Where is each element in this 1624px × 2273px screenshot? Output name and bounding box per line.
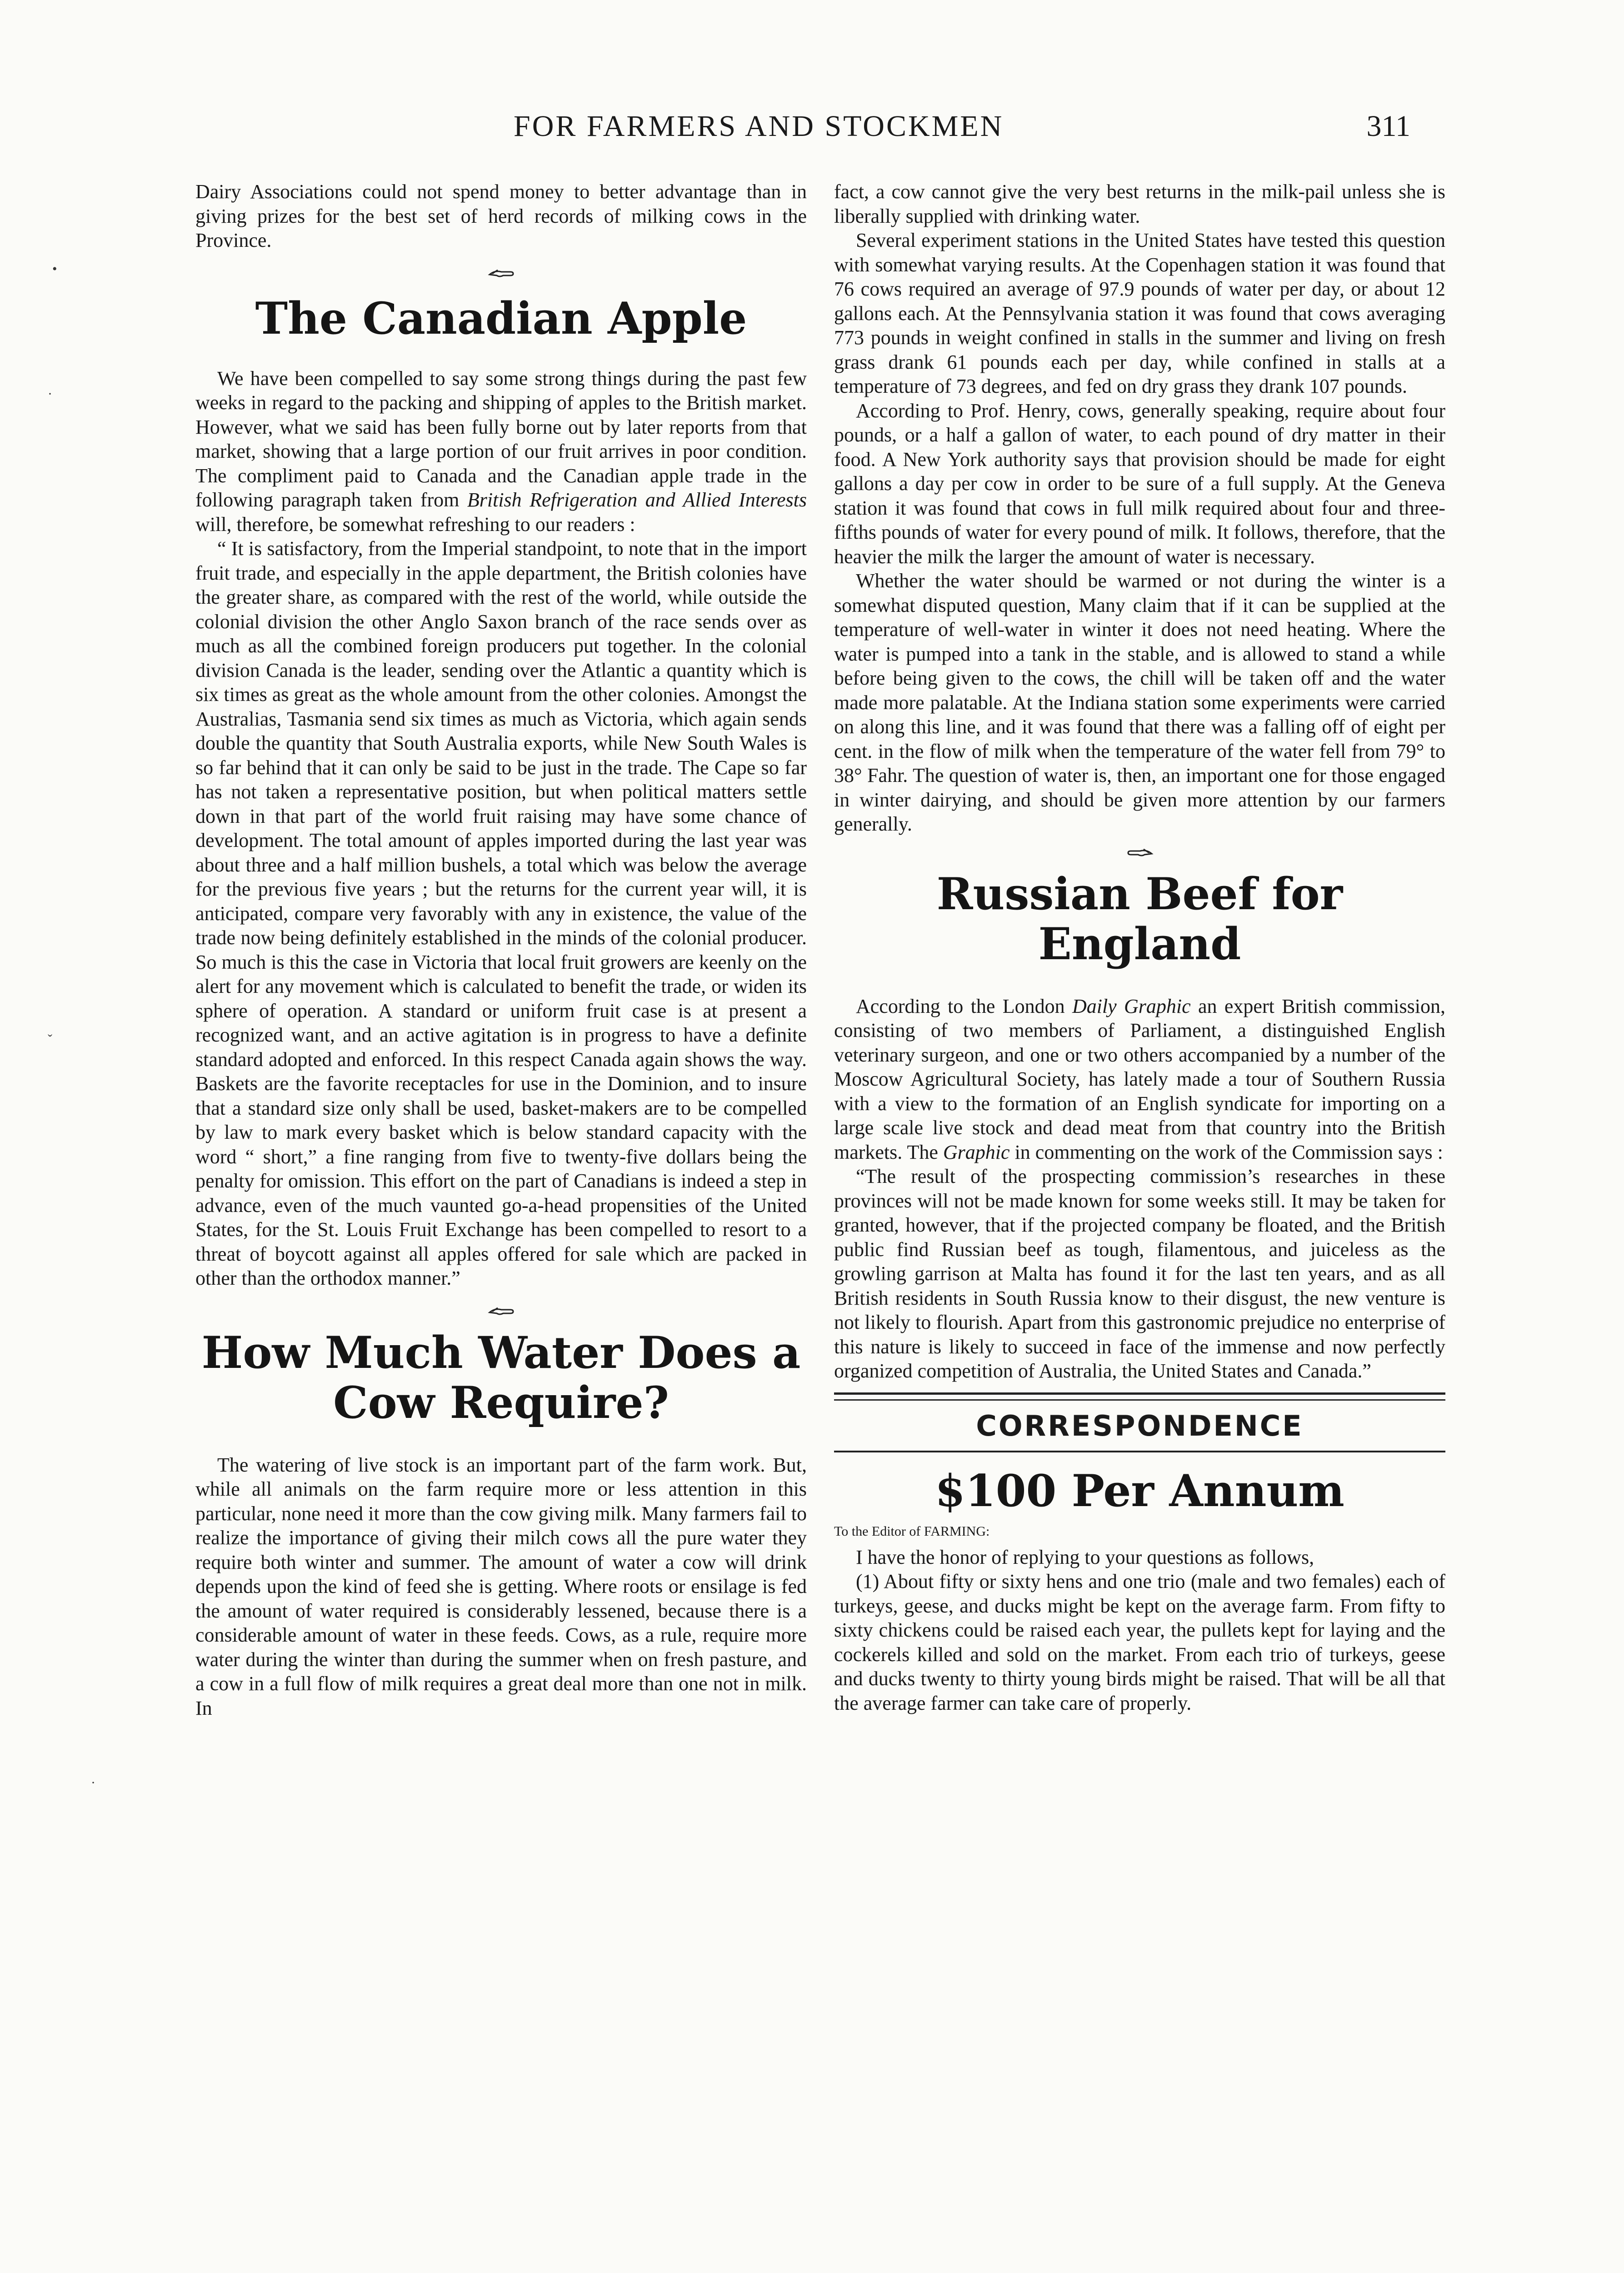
water-paragraph-2: Several experiment stations in the United States have tested this question with somewhat varying results. At the Copenhagen station it was found that 76 cows required an average of 97.9 pounds of water per day, or about 12 gallons each. At the Pennsylvania station it was found that cows averaging 773 pounds in weight confined in stalls in the summer and living on fresh grass drank 61 pounds each per day, while confined in stalls at a temperature of 73 degrees, and fed on dry grass they drank 107 pounds. (834, 229, 1445, 397)
beef-intro-text-c: in commenting on the work of the Commission says : (1014, 1141, 1443, 1163)
water-paragraph-1: The watering of live stock is an important part of the farm work. But, while all animals on the farm require more or less attention in this particular, none need it more than the cow giving milk. Many farmers fail to realize the importance of giving their milch cows all the pure water they require both winter and summer. The amount of water a cow will drink depends upon the kind of feed she is getting. Where roots or ensilage is fed the amount of water required is considerably lessened, because there is a considerable amount of water in these feeds. Cows, as a rule, require more water during the winter than during the summer when on fresh pasture, and a cow in a full flow of milk requires a great deal more than one not in milk. In (195, 1453, 807, 1719)
section-divider (834, 1451, 1445, 1452)
headline-canadian-apple: The Canadian Apple (255, 292, 747, 344)
apple-source-publication: British Refrigeration and Allied Interests (467, 489, 807, 511)
beef-source-publication: Daily Graphic (1072, 995, 1191, 1017)
margin-speck: • (52, 261, 57, 276)
beef-source-publication-short: Graphic (943, 1141, 1010, 1163)
headline-russian-beef: Russian Beef for England (936, 868, 1343, 970)
beef-intro-paragraph (834, 994, 1445, 1165)
water-continuation: fact, a cow cannot give the very best returns in the milk-pail unless she is liberally supplied with drinking water. (834, 180, 1445, 227)
beef-quote-paragraph: “The result of the prospecting commission’s researches in these provinces will not be made known for some weeks still. It may be taken for granted, however, that if the projected company be floated, and the British public find Russian beef as tough, filamentous, and juiceless as the growling garrison at Malta has found it for the last ten years, and as all British residents in South Russia know to their disgust, the new venture is not likely to flourish. Apart from this gastronomic prejudice no enterprise of this nature is likely to succeed in face of the immense and now perfectly organized competition of Australia, the United States and Canada.” (834, 1165, 1445, 1382)
margin-speck: · (91, 1775, 95, 1790)
apple-intro-paragraph (195, 366, 807, 537)
margin-speck: ˇ (48, 1032, 52, 1047)
hand-ornament-icon (488, 1304, 515, 1318)
headline-water-cow: How Much Water Does a Cow Require? (201, 1327, 801, 1428)
water-paragraph-4: Whether the water should be warmed or not during the winter is a somewhat disputed question, Many claim that if it can be supplied at the temperature of well-water in winter it does not need heating. Where the water is pumped into a tank in the stable, and is allowed to stand a while before being given to the cows, the chill will be taken off and the water made more palatable. At the Indiana station some experiments were carried on along this line, and it was found that there was a falling off of eight per cent. in the flow of milk when the temperature of the water fell from 79° to 38° Fahr. The question of water is, then, an important one for those engaged in winter dairying, and should be given more attention by our farmers generally. (834, 570, 1445, 835)
running-head (0, 109, 1624, 150)
hand-ornament-icon (1126, 846, 1154, 859)
left-column (195, 180, 807, 1720)
water-paragraph-3: According to Prof. Henry, cows, generally speaking, require about four pounds, or a half a gallon of water, to each pound of dry matter in their food. A New York authority says that provision should be made for eight gallons a day per cow in order to be sure of a full supply. At the Geneva station it was found that cows in full milk required about four and three-fifths pounds of water for every pound of milk. It follows, therefore, that the heavier the milk the larger the amount of water is necessary. (834, 399, 1445, 568)
running-title: FOR FARMERS AND STOCKMEN (514, 110, 1004, 143)
letter-paragraph-2: (1) About fifty or sixty hens and one trio (male and two females) each of turkeys, geese, and ducks might be kept on the average farm. From fifty to sixty chickens could be raised each year, the pullets kept for laying and the cockerels killed and sold on the market. From each trio of turkeys, geese and ducks twenty to thirty young birds might be raised. That will be all that the average farmer can take care of properly. (834, 1570, 1445, 1714)
beef-intro-text-b: an expert British commission, consisting of two members of Parliament, a distinguished English veterinary surgeon, and one or two others accompanied by a number of the Moscow Agricultural Society, has lately made a tour of Southern Russia with a view to the formation of an English syndicate for importing on a large scale live stock and dead meat from that country into the British markets. The (834, 995, 1445, 1163)
intro-paragraph: Dairy Associations could not spend money to better advantage than in giving prizes for the best set of herd records of milking cows in the Province. (195, 180, 807, 251)
section-divider-double (834, 1392, 1445, 1401)
correspondence-heading: CORRESPONDENCE (976, 1409, 1304, 1442)
apple-quote-paragraph: “ It is satisfactory, from the Imperial standpoint, to note that in the import fruit trade, and especially in the apple department, the British colonies have the greater share, as compared with the rest of the world, while outside the colonial division the other Anglo Saxon branch of the race sends over as much as all the combined foreign producers put together. In the colonial division Canada is the leader, sending over the Atlantic a quantity which is six times as great as the whole amount from the other colonies. Amongst the Australias, Tasmania send six times as much as Victoria, which again sends double the quantity that South Australia exports, while New South Wales is so far behind that it can only be said to be just in the trade. The Cape so far has not taken a representative position, but when political matters settle down in that part of the world fruit raising may have some chance of development. The total amount of apples imported during the last year was about three and a half million bushels, a total which was below the average for the previous five years ; but the returns for the current year will, it is anticipated, compare very favorably with any in existence, the value of the trade now being definitely established in the minds of the colonial producer. So much is this the case in Victoria that local fruit growers are keenly on the alert for any movement which is calculated to benefit the trade, or widen its sphere of operation. A standard or uniform fruit case is at present a recognized want, and an active agitation is in progress to have a definite standard adopted and enforced. In this respect Canada again shows the way. Baskets are the favorite receptacles for use in the Dominion, and to insure that a standard size only shall be used, basket-makers are to be compelled by law to mark every basket which is below standard capacity with the word “ short,” a fine ranging from five to twenty-five dollars being the penalty for omission. This effort on the part of Canadians is indeed a step in advance, even of the much vaunted go-a-head propensities of the United States, for the St. Louis Fruit Exchange has been compelled to resort to a threat of boycott against all apples offered for sale which are packed in other than the orthodox manner.” (195, 537, 807, 1289)
margin-speck: · (48, 386, 52, 401)
letter-paragraph-1: I have the honor of replying to your questions as follows, (856, 1546, 1314, 1568)
beef-intro-text-a: According to the London (856, 995, 1065, 1017)
apple-intro-text-b: will, therefore, be somewhat refreshing to our readers : (195, 513, 635, 536)
apple-intro-text-a: We have been compelled to say some strong things during the past few weeks in regard to the packing and shipping of apples to the British market. However, what we said has been fully borne out by later reports from that market, showing that a large portion of our fruit arrives in poor condition. The compliment paid to Canada and the Canadian apple trade in the following paragraph taken from (195, 367, 807, 511)
hand-ornament-icon (488, 266, 515, 280)
headline-100-per-annum: $100 Per Annum (935, 1465, 1344, 1517)
letter-salutation: To the Editor of FARMING: (834, 1523, 990, 1539)
right-column (834, 180, 1445, 1715)
page-number: 311 (1366, 110, 1410, 143)
